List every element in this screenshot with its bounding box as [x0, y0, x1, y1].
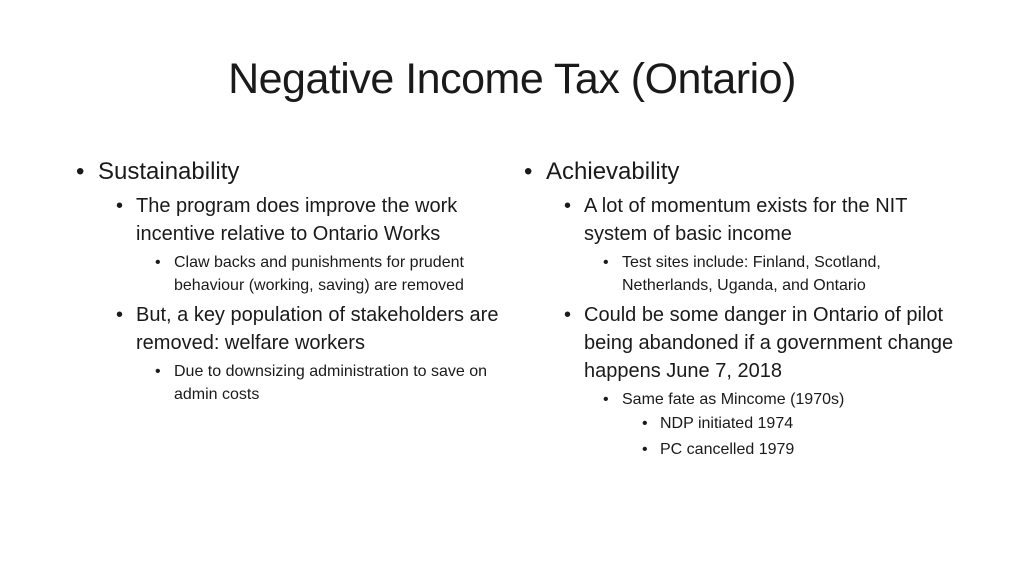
bullet-icon: •	[564, 304, 572, 326]
left-point-1	[76, 192, 506, 248]
bullet-icon: •	[642, 415, 648, 432]
right-column	[524, 156, 954, 463]
left-point-1-sub-1	[76, 251, 506, 297]
left-point-2	[76, 301, 506, 357]
slide-title: Negative Income Tax (Ontario)	[228, 55, 796, 103]
right-point-1-sub-1-text: Test sites include: Finland, Scotland, Netherlands, Uganda, and Ontario	[622, 254, 881, 294]
bullet-icon: •	[155, 254, 161, 271]
right-point-2-sub-1-sub-2-text: PC cancelled 1979	[660, 441, 795, 458]
bullet-icon: •	[603, 391, 609, 408]
right-point-2-sub-1	[524, 388, 954, 411]
right-heading-item	[524, 156, 954, 188]
left-point-2-sub-1	[76, 360, 506, 406]
right-heading: Achievability	[546, 158, 680, 185]
right-point-1-sub-1	[524, 251, 954, 297]
bullet-icon: •	[524, 158, 533, 185]
left-heading-item	[76, 156, 506, 188]
bullet-icon: •	[642, 441, 648, 458]
left-point-2-sub-1-text: Due to downsizing administration to save on admin costs	[174, 363, 488, 403]
left-point-1-text: The program does improve the work incentive relative to Ontario Works	[136, 195, 458, 245]
left-point-1-sub-1-text: Claw backs and punishments for prudent behaviour (working, saving) are removed	[174, 254, 464, 294]
bullet-icon: •	[116, 304, 124, 326]
right-point-2-sub-1-sub-1	[524, 411, 954, 437]
bullet-icon: •	[76, 158, 85, 185]
right-point-2	[524, 301, 954, 385]
right-point-1	[524, 192, 954, 248]
bullet-icon: •	[155, 363, 161, 380]
left-column	[76, 156, 506, 406]
bullet-icon: •	[116, 195, 124, 217]
right-point-2-text: Could be some danger in Ontario of pilot being abandoned if a government change happens June 7, 2018	[584, 304, 954, 382]
bullet-icon: •	[564, 195, 572, 217]
left-point-2-text: But, a key population of stakeholders are removed: welfare workers	[136, 304, 499, 354]
right-point-2-sub-1-sub-1-text: NDP initiated 1974	[660, 415, 794, 432]
left-heading: Sustainability	[98, 158, 240, 185]
right-point-2-sub-1-text: Same fate as Mincome (1970s)	[622, 391, 845, 408]
bullet-icon: •	[603, 254, 609, 271]
right-point-2-sub-1-sub-2	[524, 437, 954, 463]
right-point-1-text: A lot of momentum exists for the NIT system of basic income	[584, 195, 908, 245]
